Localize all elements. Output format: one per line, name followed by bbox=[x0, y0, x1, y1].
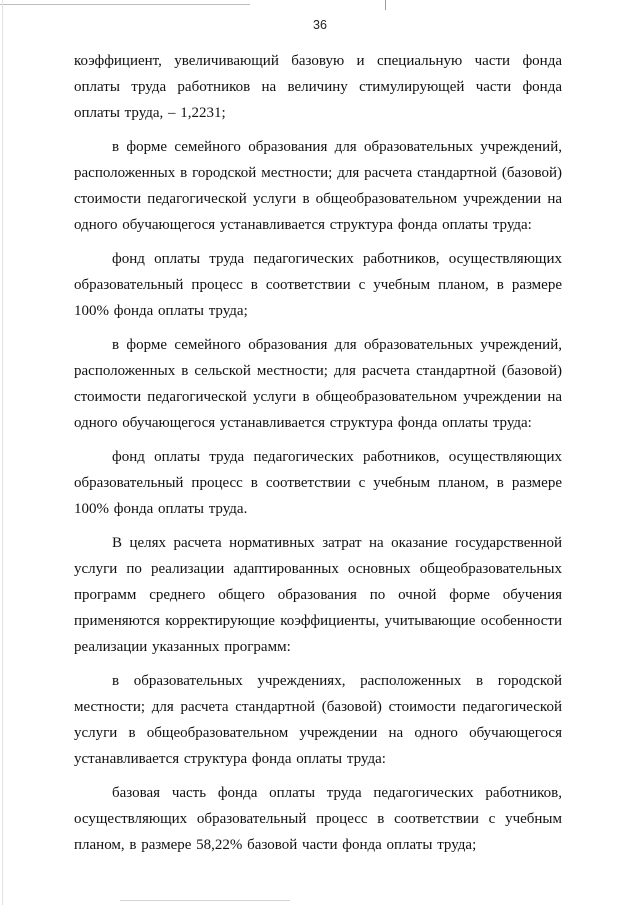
scan-edge-tick bbox=[385, 0, 386, 10]
scan-edge-top bbox=[0, 4, 250, 5]
paragraph: в форме семейного образования для образовательных учреждений, расположенных в городской местности; для расчета стандартной (базовой) стоимости педагогической услуги в общеобразовательном учреждении на одного обучающегося устанавливается структура фонда оплаты труда: bbox=[74, 139, 562, 233]
paragraph: в форме семейного образования для образовательных учреждений, расположенных в сельской местности; для расчета стандартной (базовой) стоимости педагогической услуги в общеобразовательном учреждении на одного обучающегося устанавливается структура фонда оплаты труда: bbox=[74, 337, 562, 431]
paragraph: коэффициент, увеличивающий базовую и специальную части фонда оплаты труда работников на величину стимулирующей части фонда оплаты труда, – 1,2231; bbox=[74, 53, 562, 121]
page-number: 36 bbox=[313, 18, 327, 32]
paragraph: В целях расчета нормативных затрат на оказание государственной услуги по реализации адаптированных основных общеобразовательных программ среднего общего образования по очной форме обучения применяются корректирующие коэффициенты, учитывающие особенности реализации указанных программ: bbox=[74, 535, 562, 655]
paragraph: фонд оплаты труда педагогических работников, осуществляющих образовательный процесс в соответствии с учебным планом, в размере 100% фонда оплаты труда. bbox=[74, 449, 562, 517]
scan-edge-bottom bbox=[120, 900, 290, 901]
paragraph: базовая часть фонда оплаты труда педагогических работников, осуществляющих образовательный процесс в соответствии с учебным планом, в размере 58,22% базовой части фонда оплаты труда; bbox=[74, 785, 562, 853]
body-text bbox=[74, 48, 562, 866]
scan-edge-left bbox=[2, 0, 3, 905]
paragraph: фонд оплаты труда педагогических работников, осуществляющих образовательный процесс в соответствии с учебным планом, в размере 100% фонда оплаты труда; bbox=[74, 251, 562, 319]
paragraph: в образовательных учреждениях, расположенных в городской местности; для расчета стандартной (базовой) стоимости педагогической услуги в общеобразовательном учреждении на одного обучающегося устанавливается структура фонда оплаты труда: bbox=[74, 673, 562, 767]
